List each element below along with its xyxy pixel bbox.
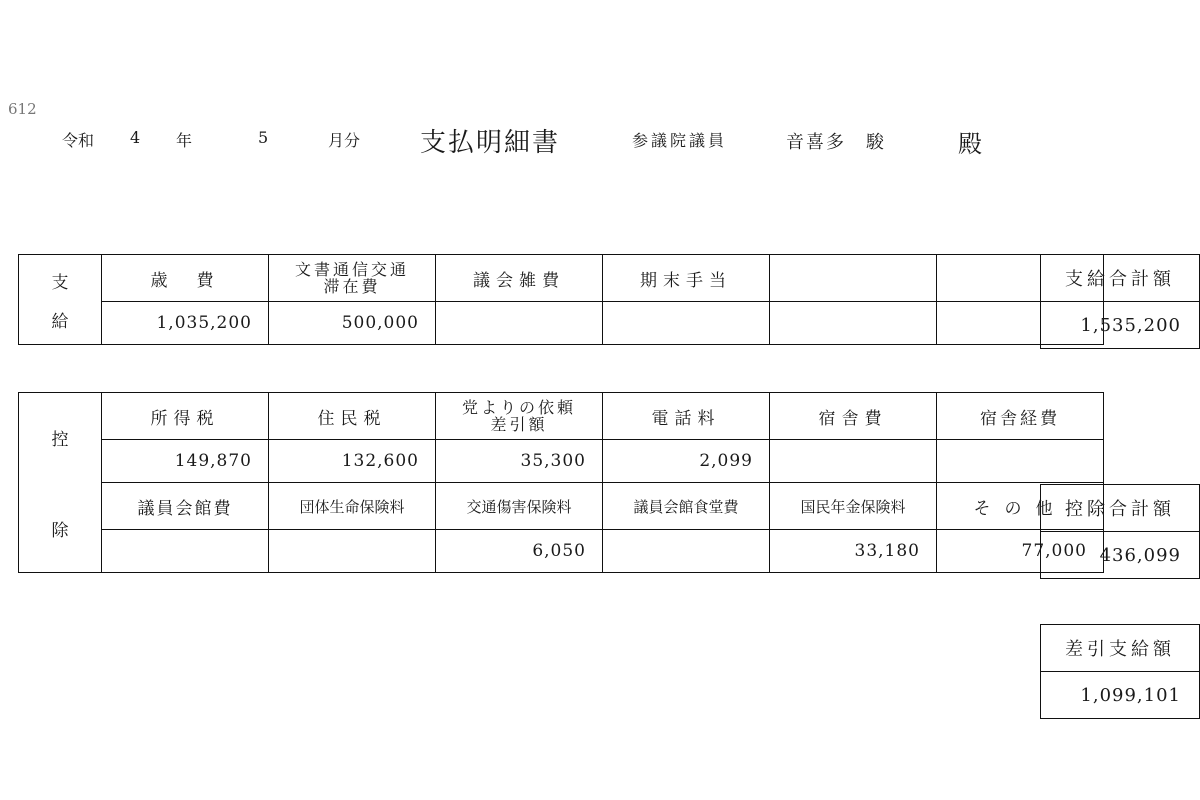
payment-value-salary: 1,035,200 <box>102 302 269 345</box>
recipient-name: 音喜多 駿 <box>786 132 886 153</box>
payment-side-label: 支 給 <box>19 255 102 345</box>
deduction-label-phone: 電話料 <box>603 393 770 440</box>
payment-value-blank-1 <box>770 302 937 345</box>
deduction-value-group-life <box>269 530 436 573</box>
year-label: 年 <box>176 131 193 150</box>
payment-label-misc: 議会雑費 <box>436 255 603 302</box>
deduction-value-phone: 2,099 <box>603 440 770 483</box>
deduction-label-resident-tax: 住民税 <box>269 393 436 440</box>
deduction-value-resident-tax: 132,600 <box>269 440 436 483</box>
deduction-value-housing-expense <box>937 440 1104 483</box>
deduction-value-national-pension: 33,180 <box>770 530 937 573</box>
payment-total-label: 支給合計額 <box>1041 255 1200 302</box>
deduction-value-party-request: 35,300 <box>436 440 603 483</box>
deduction-value-traffic-injury: 6,050 <box>436 530 603 573</box>
deduction-value-income-tax: 149,870 <box>102 440 269 483</box>
net-total-label: 差引支給額 <box>1041 625 1200 672</box>
payment-value-allowance: 500,000 <box>269 302 436 345</box>
year-value: 4 <box>130 128 142 147</box>
era-label: 令和 <box>62 131 95 150</box>
deduction-label-traffic-injury: 交通傷害保険料 <box>436 483 603 530</box>
payment-label-salary: 歳 費 <box>102 255 269 302</box>
deduction-side-label: 控 除 <box>19 393 102 573</box>
deduction-value-housing <box>770 440 937 483</box>
net-total-box <box>1040 624 1200 719</box>
deduction-value-other: 77,000 <box>937 530 1104 573</box>
deduction-value-cafeteria <box>603 530 770 573</box>
payment-value-misc <box>436 302 603 345</box>
deduction-total-box <box>1040 484 1200 579</box>
deduction-table <box>18 392 1104 573</box>
deduction-value-office <box>102 530 269 573</box>
deduction-label-income-tax: 所得税 <box>102 393 269 440</box>
honorific: 殿 <box>958 130 982 158</box>
deduction-label-party-request: 党よりの依頼 差引額 <box>436 393 603 440</box>
deduction-label-housing-expense: 宿舎経費 <box>937 393 1104 440</box>
payment-total-value: 1,535,200 <box>1041 302 1200 349</box>
deduction-label-other: その他 <box>937 483 1104 530</box>
recipient-title: 参議院議員 <box>632 131 728 150</box>
month-label: 月分 <box>328 131 361 150</box>
document-title: 支払明細書 <box>420 128 561 158</box>
document-code: 612 <box>8 100 37 118</box>
payment-table <box>18 254 1104 345</box>
payment-total-box <box>1040 254 1200 349</box>
deduction-label-housing: 宿舎費 <box>770 393 937 440</box>
month-value: 5 <box>258 128 270 147</box>
deduction-total-value: 436,099 <box>1041 532 1200 579</box>
deduction-label-cafeteria: 議員会館食堂費 <box>603 483 770 530</box>
payment-label-bonus: 期末手当 <box>603 255 770 302</box>
net-total-value: 1,099,101 <box>1041 672 1200 719</box>
deduction-label-group-life: 団体生命保険料 <box>269 483 436 530</box>
deduction-label-office: 議員会館費 <box>102 483 269 530</box>
payment-value-bonus <box>603 302 770 345</box>
deduction-total-label: 控除合計額 <box>1041 485 1200 532</box>
payment-label-blank-1 <box>770 255 937 302</box>
payment-label-allowance: 文書通信交通 滞在費 <box>269 255 436 302</box>
deduction-label-national-pension: 国民年金保険料 <box>770 483 937 530</box>
